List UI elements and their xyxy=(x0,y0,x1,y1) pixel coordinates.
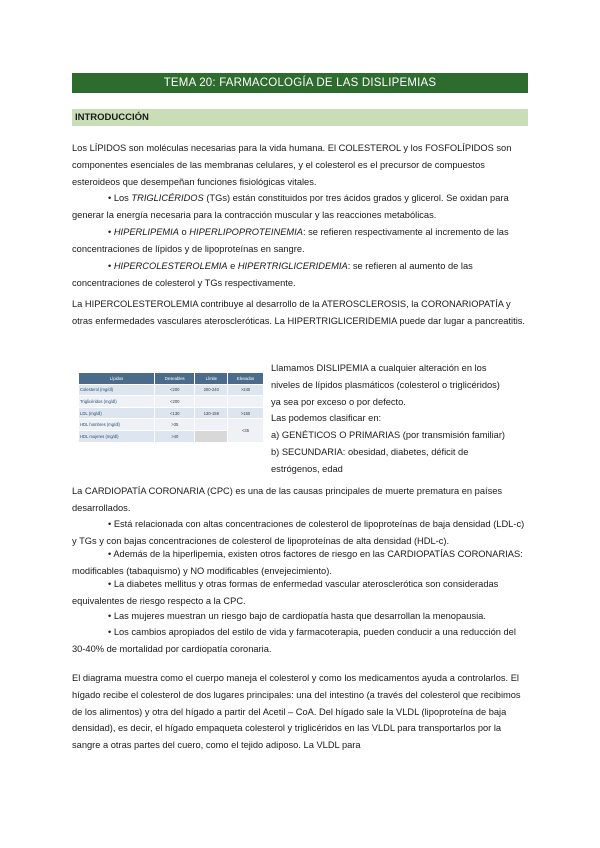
hipercolesterolemia-paragraph: La HIPERCOLESTEROLEMIA contribuye al desarrollo de la ATEROSCLEROSIS, la CORONARIOPATÍA y otras enfermedades vasculares ateroscleróticas. La HIPERTRIGLICERIDEMIA puede dar lugar a pancreatitis. xyxy=(72,299,526,326)
table-cell xyxy=(228,396,264,408)
intro-paragraph: Los LÍPIDOS son moléculas necesarias para la vida humana. El COLESTEROL y los FOSFOLÍPIDOS son componentes esenciales de las membranas celulares, y el colesterol es el precursor de compuestos esteroideos que desempeñan funciones fisiológicas vitales. xyxy=(72,143,512,187)
intro-bullet-hiperlipemia xyxy=(72,224,528,258)
table-cell: >160 xyxy=(228,407,264,419)
table-row xyxy=(79,419,264,431)
page-title: TEMA 20: FARMACOLOGÍA DE LAS DISLIPEMIAS xyxy=(72,73,528,93)
term-hiperlipemia: HIPERLIPEMIA xyxy=(113,227,179,237)
table-cell: 130-159 xyxy=(195,407,228,419)
table-header: Lípidos xyxy=(79,373,155,385)
cpc-bullet xyxy=(72,576,528,610)
cpc-bullet xyxy=(72,546,528,580)
term-hipercolesterolemia: HIPERCOLESTEROLEMIA xyxy=(113,261,228,271)
table-cell: HDL mujeres (mg/dl) xyxy=(79,430,155,442)
dislipemia-block xyxy=(271,360,528,478)
bullet-text: • Las mujeres muestran un riesgo bajo de cardiopatía hasta que desarrollan la menopausia. xyxy=(108,611,486,621)
bullet-text: • Está relacionada con altas concentraciones de colesterol de lipoproteínas de baja densidad (LDL-c) y TGs y con bajas concentraciones de colesterol de lipoproteínas de alta densidad (HDL-c). xyxy=(72,519,525,546)
dislipemia-line: a) GENÉTICOS O PRIMARIAS (por transmisión familiar) xyxy=(271,430,506,441)
intro-bullet-trigliceridos xyxy=(72,190,528,224)
bullet-text: • Los cambios apropiados del estilo de vida y farmacoterapia, pueden conducir a una reducción del 30-40% de mortalidad por cardiopatía coronaria. xyxy=(72,627,516,654)
table-cell: <200 xyxy=(155,396,195,408)
bullet-text: • La diabetes mellitus y otras formas de enfermedad vascular aterosclerótica son consideradas equivalentes de riesgo respecto a la CPC. xyxy=(72,579,499,606)
table-cell xyxy=(195,419,228,431)
table-header: Elevados xyxy=(228,373,264,385)
dislipemia-line: Las podemos clasificar en: xyxy=(271,413,382,424)
bullet-text: • Los xyxy=(108,193,132,203)
table-header: Límite xyxy=(195,373,228,385)
table-cell: <200 xyxy=(155,384,195,396)
bullet-text: • Además de la hiperlipemia, existen otros factores de riesgo en las CARDIOPATÍAS CORONARIAS: modificables (tabaquismo) y NO modificables (envejecimiento). xyxy=(72,549,523,576)
table-cell xyxy=(195,430,228,442)
bullet-text: (TGs) están constituidos por tres ácidos grados y glicerol. Se oxidan para generar la energía necesaria para la contracción muscular y las reacciones metabólicas. xyxy=(72,193,509,220)
dislipemia-line: niveles de lípidos plasmáticos (colesterol o triglicéridos) xyxy=(271,379,500,390)
table-cell: >240 xyxy=(228,384,264,396)
lipid-levels-table xyxy=(78,372,264,443)
table-cell: Triglicéridos (mg/dl) xyxy=(79,396,155,408)
table-cell: >40 xyxy=(155,430,195,442)
term-hiperlipoproteinemia: HIPERLIPOPROTEINEMIA xyxy=(189,227,303,237)
table-cell: <35 xyxy=(228,419,264,442)
table-cell: <130 xyxy=(155,407,195,419)
bullet-text: : se refieren respectivamente al incremento de las concentraciones de lípidos y de lipoproteínas en sangre. xyxy=(72,227,509,254)
table-cell: >35 xyxy=(155,419,195,431)
intro-bullet-hipercolesterolemia xyxy=(72,258,528,292)
dislipemia-line: estrógenos, edad xyxy=(271,463,343,474)
dislipemia-line: Llamamos DISLIPEMIA a cualquier alteración en los xyxy=(271,363,487,373)
table-cell: HDL hombres (mg/dl) xyxy=(79,419,155,431)
table-row xyxy=(79,384,264,396)
term-hipertrigliceridemia: HIPERTRIGLICERIDEMIA xyxy=(237,261,348,271)
term-trigliceridos: TRIGLICÉRIDOS xyxy=(131,193,204,203)
bullet-text: e xyxy=(227,261,238,271)
dislipemia-line: ya sea por exceso o por defecto. xyxy=(271,396,406,407)
table-row xyxy=(79,396,264,408)
table-cell: Colesterol (mg/dl) xyxy=(79,384,155,396)
table-row xyxy=(79,407,264,419)
table-cell: LDL (mg/dl) xyxy=(79,407,155,419)
bullet-text: : se refieren al aumento de las concentraciones de colesterol y TGs respectivamente. xyxy=(72,261,473,288)
cpc-bullet xyxy=(72,516,528,550)
cpc-bullet xyxy=(72,608,528,625)
diagram-paragraph: El diagrama muestra como el cuerpo maneja el colesterol y como los medicamentos ayuda a controlarlos. El hígado recibe el colesterol de dos lugares principales: una del intestino (a través del colesterol que recibimos de los alimentos) y otra del hígado a partir del Acetil – CoA. Del hígado sale la VLDL (lipoproteína de baja densidad), es decir, el hígado empaqueta colesterol y triglicéridos en las VLDL para transportarlos por la sangre a otras partes del cuero, como el tejido adiposo. La VLDL para xyxy=(72,673,521,751)
table-header: Deseables xyxy=(155,373,195,385)
table-cell: 200-240 xyxy=(195,384,228,396)
table-cell xyxy=(195,396,228,408)
dislipemia-line: b) SECUNDARIA: obesidad, diabetes, déficit de xyxy=(271,446,469,457)
cpc-paragraph: La CARDIOPATÍA CORONARIA (CPC) es una de las causas principales de muerte prematura en países desarrollados. xyxy=(72,486,503,513)
bullet-marker: • xyxy=(108,261,114,271)
bullet-marker: • xyxy=(108,227,114,237)
section-heading: INTRODUCCIÓN xyxy=(72,109,528,126)
cpc-bullet xyxy=(72,624,528,658)
bullet-text: o xyxy=(178,227,190,237)
